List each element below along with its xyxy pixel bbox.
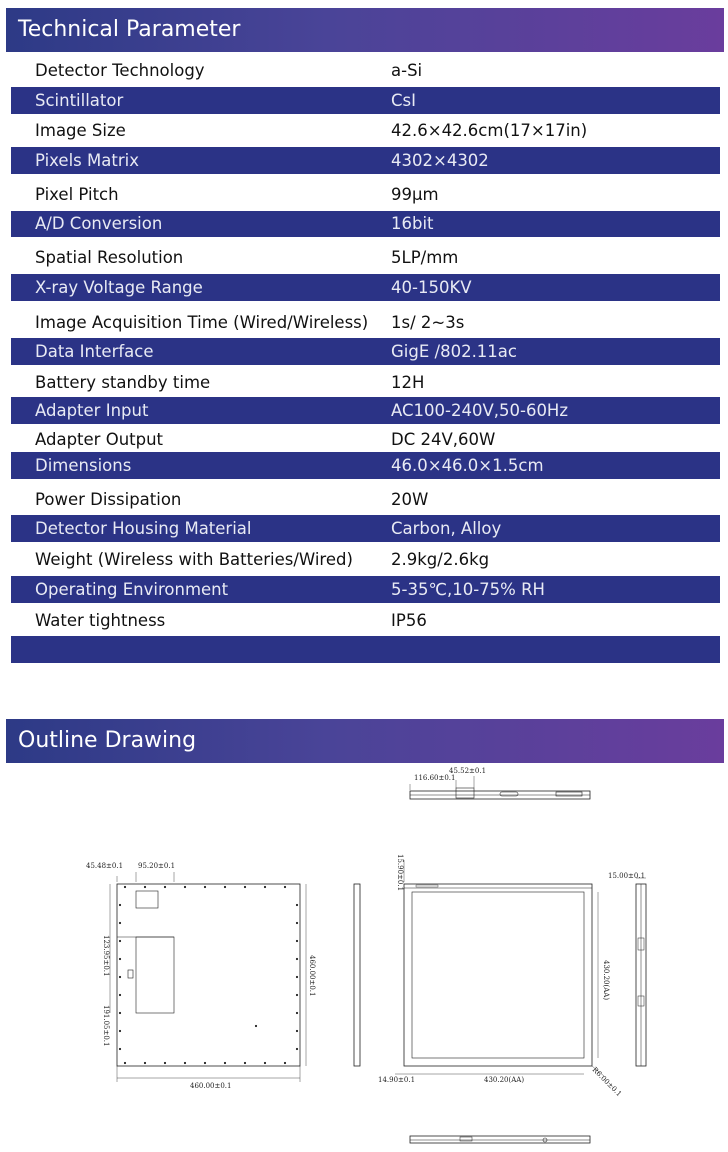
param-label: Adapter Input	[35, 401, 149, 420]
screw-dot	[119, 958, 121, 960]
dim-front-top: 15.90±0.1	[396, 854, 404, 892]
screw-dot	[284, 1062, 286, 1064]
screw-dot	[184, 886, 186, 888]
dim-front-bottom: 430.20(AA)	[484, 1076, 525, 1084]
dim-front-left: 14.90±0.1	[378, 1076, 416, 1084]
param-value: 5-35℃,10-75% RH	[391, 580, 545, 599]
param-label: Scintillator	[35, 91, 124, 110]
screw-dot	[296, 1012, 298, 1014]
screw-dot	[119, 976, 121, 978]
screw-dot	[124, 886, 126, 888]
param-value: IP56	[391, 611, 427, 630]
param-row	[11, 242, 720, 274]
side-view-left	[354, 884, 360, 1066]
param-value: 1s/ 2~3s	[391, 313, 465, 332]
dim-left-b: 191.05±0.1	[102, 1005, 110, 1047]
param-row	[11, 515, 720, 542]
back-view-screws	[119, 886, 298, 1064]
param-row	[11, 338, 720, 365]
param-value: Carbon, Alloy	[391, 519, 502, 538]
screw-dot	[119, 904, 121, 906]
param-label: Water tightness	[35, 611, 166, 630]
screw-dot	[264, 886, 266, 888]
param-label: Operating Environment	[35, 580, 229, 599]
technical-parameter-title: Technical Parameter	[18, 17, 241, 42]
param-label: Image Size	[35, 121, 126, 140]
screw-dot	[296, 1048, 298, 1050]
dim-front-right: 430.20(AA)	[602, 960, 610, 1001]
screw-dot	[119, 940, 121, 942]
screw-dot	[119, 1012, 121, 1014]
param-label: Dimensions	[35, 456, 132, 475]
param-label: Pixels Matrix	[35, 151, 139, 170]
dim-top-a: 45.48±0.1	[86, 862, 124, 870]
screw-dot	[124, 1062, 126, 1064]
screw-dot	[144, 1062, 146, 1064]
param-row	[11, 274, 720, 301]
screw-dot	[119, 1048, 121, 1050]
outline-drawing-title: Outline Drawing	[18, 728, 197, 753]
param-label: A/D Conversion	[35, 214, 163, 233]
param-row	[11, 576, 720, 603]
param-row	[11, 307, 720, 338]
dim-top-b: 95.20±0.1	[138, 862, 176, 870]
param-value: 5LP/mm	[391, 248, 459, 267]
back-view	[110, 872, 306, 1082]
right-edge-view	[636, 878, 646, 1066]
param-value: 4302×4302	[391, 151, 489, 170]
param-row	[11, 115, 720, 147]
param-row	[11, 452, 720, 479]
screw-dot	[144, 886, 146, 888]
param-row	[11, 147, 720, 174]
screw-dot	[264, 1062, 266, 1064]
param-value: CsI	[391, 91, 416, 110]
outline-drawing	[0, 760, 728, 1152]
param-label: Data Interface	[35, 342, 154, 361]
screw-dot	[244, 1062, 246, 1064]
screw-dot	[296, 1030, 298, 1032]
screw-dot	[296, 904, 298, 906]
screw-dot	[296, 940, 298, 942]
screw-dot	[204, 1062, 206, 1064]
screw-dot	[296, 994, 298, 996]
param-row	[11, 397, 720, 424]
front-view	[395, 860, 604, 1076]
screw-dot	[296, 922, 298, 924]
param-value: 2.9kg/2.6kg	[391, 550, 490, 569]
param-label: Pixel Pitch	[35, 185, 119, 204]
screw-dot	[119, 922, 121, 924]
param-label: Detector Technology	[35, 61, 205, 80]
param-value: 99μm	[391, 185, 439, 204]
screw-dot	[224, 1062, 226, 1064]
param-value: 16bit	[391, 214, 434, 233]
param-row	[11, 368, 720, 397]
param-value: AC100-240V,50-60Hz	[391, 401, 569, 420]
param-row	[11, 545, 720, 575]
param-row	[11, 57, 720, 85]
screw-dot	[296, 958, 298, 960]
screw-dot	[284, 886, 286, 888]
param-row	[11, 428, 720, 452]
screw-dot	[204, 886, 206, 888]
param-value: a-Si	[391, 61, 423, 80]
table-footer-band	[11, 636, 720, 663]
param-row	[11, 178, 720, 211]
dim-side-top-a: 45.52±0.1	[449, 767, 487, 775]
param-label: Image Acquisition Time (Wired/Wireless)	[35, 313, 369, 332]
screw-dot	[119, 994, 121, 996]
param-value: 42.6×42.6cm(17×17in)	[391, 121, 588, 140]
param-value: 46.0×46.0×1.5cm	[391, 456, 544, 475]
screw-dot	[224, 886, 226, 888]
param-label: Weight (Wireless with Batteries/Wired)	[35, 550, 353, 569]
screw-dot	[244, 886, 246, 888]
screw-dot	[164, 886, 166, 888]
technical-parameter-header	[6, 8, 724, 52]
param-value: GigE /802.11ac	[391, 342, 517, 361]
dim-side-top-b: 116.60±0.1	[414, 774, 456, 782]
param-value: 12H	[391, 373, 425, 392]
outline-drawing-header	[6, 719, 724, 763]
param-row	[11, 606, 720, 636]
param-label: Detector Housing Material	[35, 519, 252, 538]
param-value: 40-150KV	[391, 278, 472, 297]
param-row	[11, 211, 720, 237]
dim-edge-thick: 15.00±0.1	[608, 872, 646, 880]
dim-bottom-w: 460.00±0.1	[190, 1082, 232, 1090]
screw-dot	[184, 1062, 186, 1064]
bottom-edge-view	[410, 1136, 590, 1143]
param-label: X-ray Voltage Range	[35, 278, 203, 297]
param-label: Adapter Output	[35, 430, 164, 449]
param-value: 20W	[391, 490, 429, 509]
screw-dot	[164, 1062, 166, 1064]
dim-right-h: 460.00±0.1	[308, 955, 316, 997]
dim-left-a: 123.95±0.1	[102, 935, 110, 977]
param-value: DC 24V,60W	[391, 430, 496, 449]
param-label: Spatial Resolution	[35, 248, 184, 267]
dim-front-corner: R6.00±0.1	[590, 1065, 624, 1099]
param-row	[11, 87, 720, 114]
screw-dot	[255, 1025, 257, 1027]
param-row	[11, 484, 720, 515]
param-label: Battery standby time	[35, 373, 211, 392]
screw-dot	[296, 976, 298, 978]
screw-dot	[119, 1030, 121, 1032]
param-label: Power Dissipation	[35, 490, 182, 509]
